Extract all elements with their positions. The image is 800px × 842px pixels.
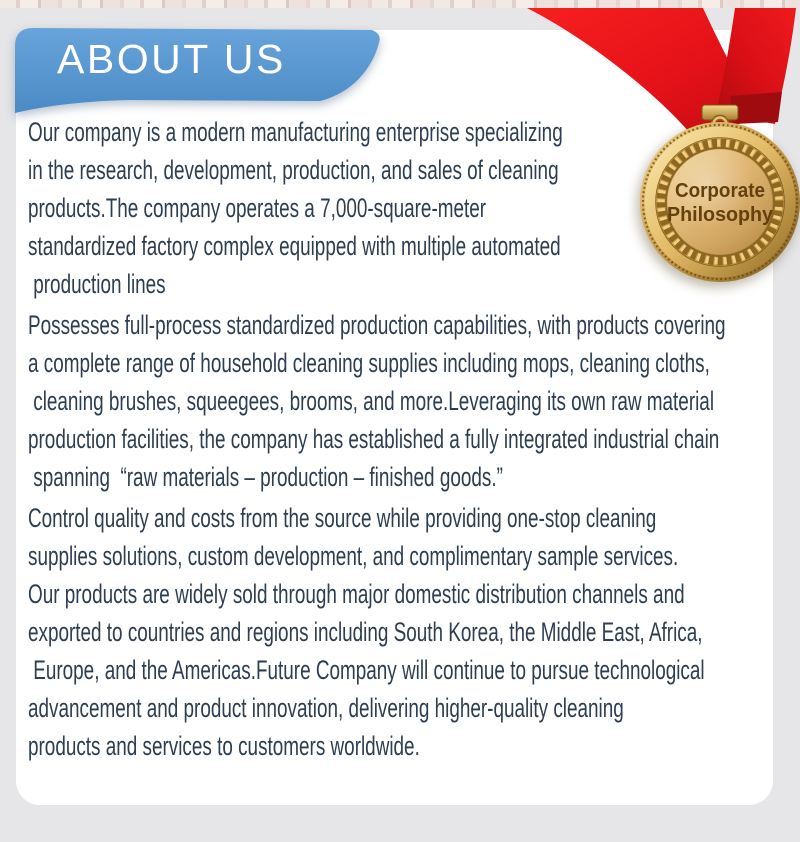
text-line: cleaning brushes, squeegees, brooms, and more.Leveraging its own raw material [28, 386, 715, 416]
gold-medal [640, 122, 800, 282]
text-line: exported to countries and regions including South Korea, the Middle East, Africa, [28, 617, 703, 647]
corporate-philosophy-medal [520, 0, 800, 300]
text-line: Our products are widely sold through major domestic distribution channels and [28, 579, 685, 609]
text-line: in the research, development, production, and sales of cleaning [28, 155, 559, 185]
wood-texture-strip [0, 0, 800, 8]
text-line: standardized factory complex equipped with multiple automated [28, 231, 561, 261]
paragraph-quality-markets [28, 499, 773, 765]
medal-label-line1: Corporate [675, 180, 765, 202]
text-line: Our company is a modern manufacturing enterprise specializing [28, 117, 563, 147]
text-line: Control quality and costs from the source while providing one-stop cleaning [28, 503, 657, 533]
text-line: Europe, and the Americas.Future Company will continue to pursue technological [28, 655, 705, 685]
text-line: Possesses full-process standardized production capabilities, with products covering [28, 310, 726, 340]
text-line: production lines [28, 269, 166, 299]
text-line: products and services to customers worldwide. [28, 731, 420, 761]
text-line: supplies solutions, custom development, and complimentary sample services. [28, 541, 679, 571]
text-line: production facilities, the company has established a fully integrated industrial chain [28, 424, 720, 454]
text-line: products.The company operates a 7,000-square-meter [28, 193, 487, 223]
text-line: advancement and product innovation, delivering higher-quality cleaning [28, 693, 624, 723]
paragraph-capabilities [28, 306, 773, 496]
section-title: ABOUT US [57, 36, 286, 82]
text-line: a complete range of household cleaning supplies including mops, cleaning cloths, [28, 348, 710, 378]
text-line: spanning “raw materials – production – finished goods.” [28, 462, 503, 492]
medal-label-line2: Philosophy [667, 204, 774, 226]
